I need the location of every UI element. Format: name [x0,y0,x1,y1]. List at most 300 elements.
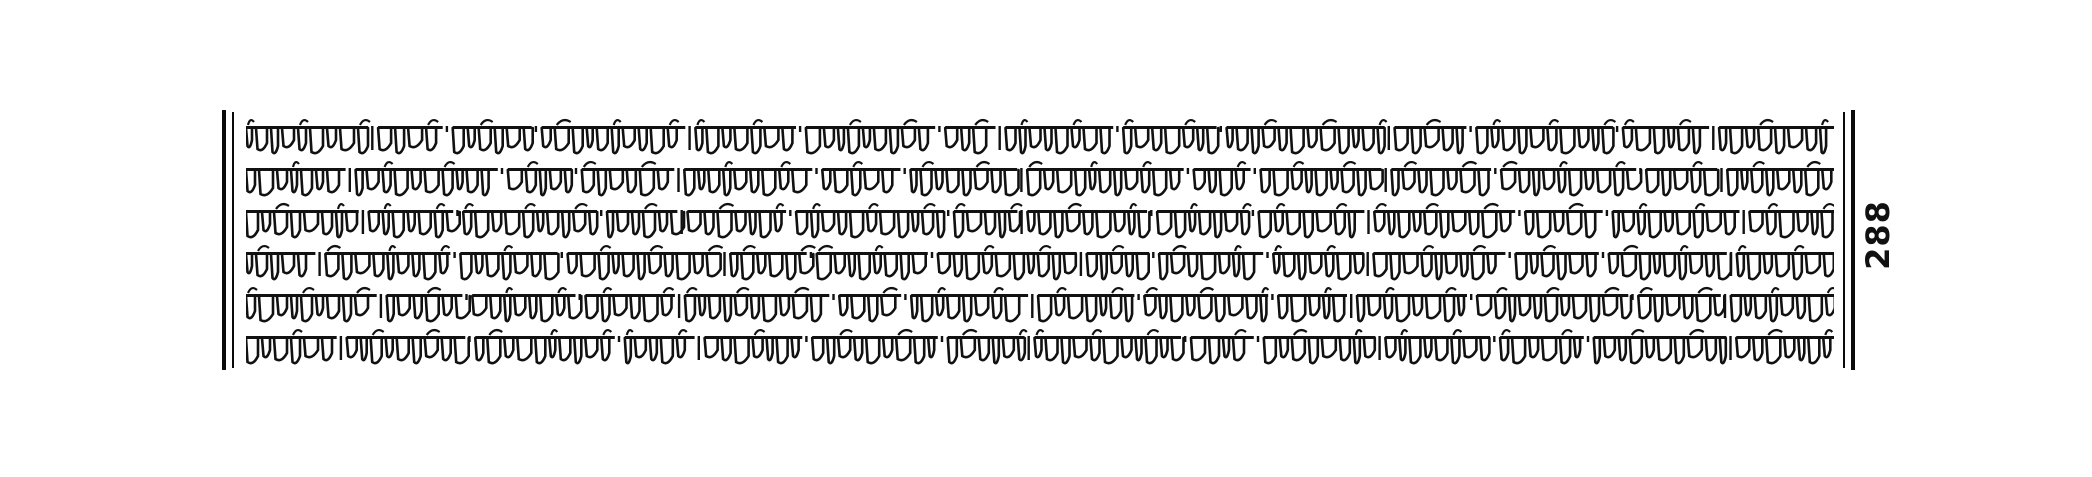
letter-stroke [874,128,886,150]
vowel-mark [1022,120,1028,125]
letter-stroke [369,212,379,231]
letter-stroke [1446,254,1457,273]
letter-stroke [1091,338,1100,360]
letter-stroke [911,170,917,192]
vowel-mark [1112,288,1123,293]
vowel-mark [755,330,765,335]
letter-stroke [1358,170,1366,195]
letter-stroke [1170,170,1179,189]
letter-stroke [1574,338,1580,357]
letter-stroke [722,338,731,360]
headline-stroke [369,210,454,213]
letter-stroke [1797,296,1805,318]
letter-stroke [811,212,818,237]
letter-stroke [1046,338,1058,360]
vowel-mark [938,288,945,293]
vowel-mark [1093,330,1102,335]
letter-stroke [822,212,834,231]
letter-stroke [753,338,763,357]
letter-stroke [1482,212,1496,237]
letter-stroke [921,296,932,321]
vowel-mark [697,120,704,125]
letter-stroke [1424,338,1431,357]
letter-stroke [1159,254,1167,279]
letter-stroke [1110,296,1121,318]
letter-stroke [1064,254,1076,273]
letter-stroke [1279,128,1287,150]
letter-stroke [397,254,408,273]
letter-stroke [413,338,421,363]
letter-stroke [769,254,782,276]
left-border-outer [222,110,226,370]
letter-stroke [1675,338,1684,363]
letter-stroke [298,254,306,276]
shad-mark [1257,336,1259,342]
letter-stroke [371,338,382,363]
vowel-mark [1275,246,1281,251]
letter-stroke [1594,338,1600,363]
vowel-mark [258,246,269,251]
vowel-mark [1604,120,1615,125]
letter-stroke [677,338,685,357]
letter-stroke [684,170,694,195]
vowel-mark [687,288,697,293]
vowel-mark [883,288,897,293]
letter-stroke [542,128,551,147]
vowel-mark [1446,288,1456,293]
letter-stroke [698,170,704,189]
letter-stroke [1309,338,1318,363]
letter-stroke [1718,254,1731,279]
letter-stroke [455,338,469,363]
letter-stroke [1425,128,1439,147]
vowel-mark [1173,246,1186,251]
letter-stroke [1737,254,1744,276]
letter-stroke [1479,170,1489,195]
vowel-mark [1130,204,1136,209]
vowel-mark [1143,162,1151,167]
shad-mark [1518,210,1520,216]
letter-stroke [517,338,531,360]
letter-stroke [751,128,760,153]
vowel-mark [1824,204,1835,209]
letter-stroke [355,254,369,273]
vowel-mark [985,246,994,251]
vowel-mark [1424,246,1434,251]
headline-stroke [817,252,928,255]
letter-stroke [1135,128,1148,147]
letter-stroke [549,338,555,357]
vowel-mark [1294,162,1304,167]
headline-stroke [463,210,597,213]
letter-stroke [1609,254,1618,273]
letter-stroke [1275,212,1283,231]
vowel-mark [1453,330,1461,335]
left-border-inner [232,112,234,368]
letter-stroke [475,212,488,237]
vowel-mark [1426,204,1438,209]
letter-stroke [1451,338,1459,363]
letter-stroke [612,128,619,153]
letter-stroke [735,338,749,363]
letter-stroke [1654,296,1662,321]
right-border-outer [1851,110,1855,370]
headline-stroke [472,294,575,297]
letter-stroke [1573,296,1586,318]
headline-stroke [1194,168,1251,171]
vowel-mark [1243,204,1251,209]
letter-stroke [1654,254,1660,273]
letter-stroke [1237,128,1248,150]
letter-stroke [1784,338,1794,357]
letter-stroke [806,128,820,153]
letter-stroke [1111,254,1122,273]
letter-stroke [1209,338,1219,363]
shad-mark [999,126,1001,150]
vowel-mark [627,330,633,335]
letter-stroke [1261,170,1270,192]
shad-mark [832,294,834,300]
letter-stroke [1171,254,1184,273]
letter-stroke [1308,128,1317,147]
shad-mark [318,252,320,276]
letter-stroke [246,296,255,318]
shad-mark [362,210,364,234]
letter-stroke [1491,128,1498,147]
letter-stroke [1364,338,1375,357]
letter-stroke [1114,170,1121,195]
shad-mark [1729,336,1731,360]
vowel-mark [1057,288,1066,293]
text-block [246,116,1834,368]
letter-stroke [1585,212,1595,237]
letter-stroke [487,338,500,363]
vowel-mark [1405,162,1417,167]
letter-stroke [573,128,583,153]
letter-stroke [585,338,597,357]
vowel-mark [1560,162,1567,167]
letter-stroke [763,296,776,321]
letter-stroke [1679,254,1686,279]
vowel-mark [1640,204,1647,209]
letter-stroke [1020,128,1026,153]
letter-stroke [1788,128,1802,147]
vowel-mark [1262,288,1268,293]
letter-stroke [1385,338,1395,357]
letter-stroke [408,128,422,147]
shad-mark [805,336,807,342]
letter-stroke [947,170,959,192]
vowel-mark [1294,330,1307,335]
letter-stroke [614,296,627,315]
letter-stroke [1444,296,1454,321]
letter-stroke [1089,170,1095,189]
letter-stroke [271,128,278,153]
letter-stroke [1101,254,1107,279]
letter-stroke [839,296,847,315]
letter-stroke [1404,254,1418,273]
letter-stroke [398,296,410,315]
letter-stroke [668,128,677,147]
letter-stroke [992,170,1001,192]
letter-stroke [1233,254,1239,276]
letter-stroke [1554,212,1563,231]
vowel-mark [1113,246,1124,251]
letter-stroke [1824,254,1834,276]
vowel-mark [963,330,977,335]
letter-stroke [722,128,730,147]
letter-stroke [1055,296,1064,315]
letter-stroke [346,212,357,231]
letter-stroke [992,296,1001,318]
letter-stroke [1413,212,1420,231]
letter-stroke [1057,170,1071,192]
letter-stroke [610,170,623,189]
vowel-mark [276,204,289,209]
letter-stroke [316,296,323,315]
letter-stroke [1741,170,1747,189]
vowel-mark [1380,120,1387,125]
letter-stroke [1638,212,1645,234]
letter-stroke [1342,170,1354,192]
vowel-mark [737,288,749,293]
letter-stroke [504,296,510,321]
letter-stroke [1777,170,1789,189]
line-2-script [246,158,1834,200]
letter-stroke [1706,338,1716,360]
vowel-mark [819,246,833,251]
letter-stroke [425,338,438,357]
headline-stroke [1385,336,1490,339]
letter-stroke [874,254,881,273]
letter-stroke [460,254,471,279]
letter-stroke [1398,212,1409,237]
text-line-3 [246,200,1834,242]
letter-stroke [1630,338,1642,363]
vowel-mark [385,204,391,209]
letter-stroke [644,296,658,321]
line-1-script [246,116,1834,158]
letter-stroke [443,296,452,315]
letter-stroke [1317,212,1331,231]
vowel-mark [1739,246,1746,251]
vowel-mark [1401,330,1407,335]
letter-stroke [779,170,788,189]
letter-stroke [1368,296,1380,315]
letter-stroke [730,254,737,276]
letter-stroke [1189,212,1195,231]
letter-stroke [1363,128,1374,150]
letter-stroke [1335,212,1345,234]
letter-stroke [1500,212,1510,231]
letter-stroke [1758,128,1771,150]
letter-stroke [1458,296,1464,315]
letter-stroke [1391,254,1400,279]
vowel-mark [1238,162,1246,167]
letter-stroke [1337,254,1350,279]
letter-stroke [1793,170,1801,192]
letter-stroke [343,296,351,321]
letter-stroke [1153,170,1166,195]
vowel-mark [385,162,393,167]
letter-stroke [1044,170,1053,189]
letter-stroke [361,338,367,360]
letter-stroke [1172,338,1184,360]
letter-stroke [1123,128,1131,153]
headline-stroke [1646,168,1717,171]
letter-stroke [1806,128,1816,150]
letter-stroke [467,170,478,192]
text-line-1 [246,116,1834,158]
letter-stroke [246,212,258,237]
letter-stroke [581,254,595,276]
vowel-mark [1493,120,1500,125]
vowel-mark [898,330,912,335]
letter-stroke [947,296,959,318]
vowel-mark [753,120,762,125]
letter-stroke [1764,254,1772,273]
vowel-mark [360,120,370,125]
letter-stroke [1225,212,1237,231]
vowel-mark [664,288,674,293]
letter-stroke [1396,296,1409,321]
letter-stroke [1186,296,1194,315]
line-3-script [246,200,1834,242]
letter-stroke [999,212,1005,237]
letter-stroke [1233,338,1244,360]
vowel-mark [1265,120,1277,125]
vowel-mark [1327,246,1335,251]
letter-stroke [425,170,439,192]
letter-stroke [1590,296,1599,321]
letter-stroke [524,128,533,150]
vowel-mark [248,288,257,293]
vowel-mark [489,330,502,335]
vowel-mark [614,120,621,125]
letter-stroke [1823,338,1830,357]
shad-mark [810,252,812,258]
vowel-mark [1029,162,1042,167]
shad-mark [1271,294,1273,300]
letter-stroke [1688,338,1702,357]
letter-stroke [623,128,635,147]
vowel-mark [327,246,340,251]
shad-mark [1367,252,1369,276]
shad-mark [1184,336,1186,342]
headline-stroke [1392,168,1492,171]
letter-stroke [1646,170,1658,192]
vowel-mark [1753,162,1764,167]
shad-mark [468,336,470,342]
letter-stroke [327,128,336,147]
letter-stroke [1138,212,1149,237]
letter-stroke [1099,170,1110,192]
letter-stroke [659,212,667,231]
letter-stroke [1159,296,1166,318]
vowel-mark [1148,330,1159,335]
letter-stroke [256,128,267,150]
letter-stroke [1316,170,1327,195]
letter-stroke [961,128,969,150]
shad-mark [579,294,581,300]
vowel-mark [1698,288,1712,293]
shad-mark [931,252,933,258]
letter-stroke [598,170,606,195]
shad-mark [453,252,455,258]
letter-stroke [1719,128,1726,150]
letter-stroke [301,296,312,321]
letter-stroke [1691,170,1700,192]
letter-stroke [767,338,773,360]
letter-stroke [1236,170,1244,189]
shad-mark [723,252,725,276]
letter-stroke [718,212,732,237]
letter-stroke [562,212,569,237]
letter-stroke [850,212,863,237]
letter-stroke [913,254,926,273]
letter-stroke [1640,254,1650,279]
letter-stroke [1780,212,1794,237]
vowel-mark [1828,288,1834,293]
letter-stroke [1543,170,1554,189]
letter-stroke [1104,338,1118,363]
letter-stroke [1597,170,1610,192]
headline-stroke [1027,168,1184,171]
vowel-mark [876,246,883,251]
vowel-mark [850,120,861,125]
letter-stroke [851,170,860,195]
shad-mark [1150,210,1152,216]
letter-stroke [468,128,475,147]
letter-stroke [1569,170,1581,195]
letter-stroke [1306,170,1312,192]
letter-stroke [274,212,287,234]
letter-stroke [880,212,894,234]
letter-stroke [340,128,354,150]
letter-stroke [750,212,756,234]
letter-stroke [442,338,451,360]
vowel-mark [869,204,878,209]
letter-stroke [1068,296,1082,318]
letter-stroke [502,254,510,279]
vowel-mark [558,288,566,293]
letter-stroke [705,338,718,357]
letter-stroke [395,170,408,195]
letter-stroke [531,254,540,276]
letter-stroke [1603,296,1617,315]
letter-stroke [1198,296,1211,318]
vowel-mark [428,120,438,125]
letter-stroke [627,170,636,192]
letter-stroke [1495,296,1505,318]
letter-stroke [796,212,807,234]
letter-stroke [881,296,895,315]
letter-stroke [1194,170,1205,189]
letter-stroke [914,338,924,363]
shad-mark [380,294,382,318]
vowel-mark [601,246,611,251]
letter-stroke [1274,170,1288,195]
letter-stroke [896,338,910,360]
letter-stroke [882,170,892,192]
vowel-mark [389,246,395,251]
letter-stroke [651,128,664,153]
vowel-mark [975,120,988,125]
letter-stroke [482,170,489,195]
letter-stroke [1424,212,1436,234]
letter-stroke [565,170,572,192]
right-border-inner [1843,112,1845,368]
